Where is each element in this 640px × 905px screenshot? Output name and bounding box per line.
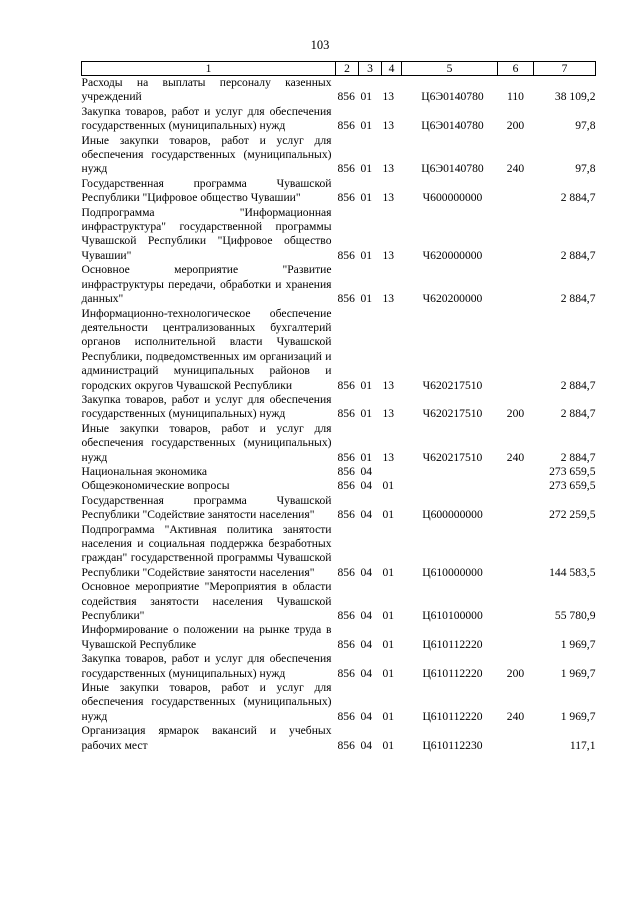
row-amount: 117,1 xyxy=(569,738,596,752)
row-section-code: 01 xyxy=(360,407,373,421)
table-row xyxy=(82,263,596,306)
row-subsection-code: 13 xyxy=(382,407,395,421)
row-subsection-code: 01 xyxy=(382,479,395,493)
row-gr-code: 856 xyxy=(337,666,355,680)
row-subsection-code: 13 xyxy=(382,450,395,464)
row-gr-code: 856 xyxy=(337,738,355,752)
row-expense-type: 200 xyxy=(506,666,525,680)
row-name: Закупка товаров, работ и услуг для обеспечения государственных (муниципальных) нужд xyxy=(81,652,332,680)
row-section-code: 04 xyxy=(360,637,373,651)
row-gr-code: 856 xyxy=(337,508,355,522)
row-target-code: Ч620217510 xyxy=(422,407,483,421)
header-cell: 7 xyxy=(534,62,596,76)
table-row xyxy=(82,76,596,105)
row-expense-type xyxy=(498,580,534,623)
page-number: 103 xyxy=(310,38,330,52)
row-amount: 97,8 xyxy=(575,162,596,176)
row-gr-code: 856 xyxy=(337,464,355,478)
row-expense-type xyxy=(498,206,534,264)
row-gr-code: 856 xyxy=(337,609,355,623)
row-section-code: 01 xyxy=(360,90,373,104)
row-amount: 273 659,5 xyxy=(549,464,596,478)
row-subsection-code: 13 xyxy=(382,119,395,133)
table-row xyxy=(82,494,596,523)
row-section-code: 04 xyxy=(360,709,373,723)
row-target-code: Ц610112220 xyxy=(422,637,483,651)
row-subsection-code: 01 xyxy=(382,666,395,680)
table-row xyxy=(82,479,596,493)
row-subsection-code: 01 xyxy=(382,565,395,579)
row-amount: 273 659,5 xyxy=(549,479,596,493)
row-amount: 2 884,7 xyxy=(560,378,596,392)
table-row xyxy=(82,177,596,206)
row-target-code: Ч620000000 xyxy=(422,248,483,262)
row-subsection-code: 01 xyxy=(382,738,395,752)
row-target-code: Ч620200000 xyxy=(422,292,483,306)
row-target-code: Ч600000000 xyxy=(422,191,483,205)
row-gr-code: 856 xyxy=(337,565,355,579)
row-expense-type: 240 xyxy=(506,709,525,723)
row-expense-type xyxy=(498,479,534,493)
row-expense-type xyxy=(498,307,534,393)
row-target-code: Ц6Э0140780 xyxy=(421,162,484,176)
row-subsection-code: 13 xyxy=(382,378,395,392)
row-gr-code: 856 xyxy=(337,162,355,176)
row-amount: 97,8 xyxy=(575,119,596,133)
row-subsection-code: 13 xyxy=(382,162,395,176)
row-section-code: 01 xyxy=(360,450,373,464)
row-name: Общеэкономические вопросы xyxy=(81,479,230,493)
row-target-code: Ч620217510 xyxy=(422,378,483,392)
row-name: Подпрограмма "Активная политика занятости населения и социальная поддержка безработных граждан" государственной программы Чувашской Республики "Содействие занятости населения" xyxy=(81,522,332,579)
row-amount: 55 780,9 xyxy=(554,609,596,623)
row-name: Основное мероприятие "Мероприятия в области содействия занятости населения Чувашской Республики" xyxy=(81,580,332,623)
row-name: Закупка товаров, работ и услуг для обеспечения государственных (муниципальных) нужд xyxy=(81,392,332,421)
row-name: Иные закупки товаров, работ и услуг для обеспечения государственных (муниципальных) нужд xyxy=(81,421,332,464)
table-row xyxy=(82,134,596,177)
row-amount: 2 884,7 xyxy=(560,292,596,306)
row-subsection-code: 13 xyxy=(382,292,395,306)
row-expense-type xyxy=(498,494,534,523)
row-name: Подпрограмма "Информационная инфраструктура" государственной программы Чувашской Республики "Цифровое общество Чувашии" xyxy=(81,205,332,262)
row-name: Национальная экономика xyxy=(81,464,208,478)
row-gr-code: 856 xyxy=(337,119,355,133)
row-section-code: 04 xyxy=(360,508,373,522)
table-row xyxy=(82,206,596,264)
table-row xyxy=(82,422,596,465)
header-cell: 4 xyxy=(382,62,402,76)
row-amount: 144 583,5 xyxy=(549,565,596,579)
row-name: Информирование о положении на рынке труда в Чувашской Республике xyxy=(81,623,332,651)
table-row xyxy=(82,393,596,422)
row-section-code: 01 xyxy=(360,378,373,392)
row-amount: 1 969,7 xyxy=(560,709,596,723)
row-name: Информационно-технологическое обеспечение деятельности централизованных бухгалтерий органов исполнительной власти Чувашской Республики, подведомственных им организаций и администраций муниципальных районов и городских округов Чувашской Республики xyxy=(81,306,332,392)
row-expense-type xyxy=(498,724,534,753)
row-name: Иные закупки товаров, работ и услуг для обеспечения государственных (муниципальных) нужд xyxy=(81,133,332,176)
row-target-code: Ц610112220 xyxy=(422,666,483,680)
row-section-code: 04 xyxy=(360,738,373,752)
row-expense-type: 240 xyxy=(506,162,525,176)
row-target-code: Ц610000000 xyxy=(422,565,483,579)
table-row xyxy=(82,681,596,724)
row-section-code: 01 xyxy=(360,162,373,176)
row-section-code: 04 xyxy=(360,666,373,680)
row-target-code: Ц6Э0140780 xyxy=(421,119,484,133)
row-expense-type: 110 xyxy=(507,90,524,104)
row-section-code: 04 xyxy=(360,464,373,478)
row-gr-code: 856 xyxy=(337,248,355,262)
header-cell: 5 xyxy=(402,62,498,76)
row-amount: 1 969,7 xyxy=(560,666,596,680)
row-amount: 2 884,7 xyxy=(560,191,596,205)
row-amount: 1 969,7 xyxy=(560,637,596,651)
table-row xyxy=(82,523,596,581)
header-cell: 3 xyxy=(359,62,382,76)
row-expense-type xyxy=(498,623,534,652)
table-row xyxy=(82,580,596,623)
table-row xyxy=(82,307,596,393)
row-target-code xyxy=(402,479,498,493)
row-name: Иные закупки товаров, работ и услуг для обеспечения государственных (муниципальных) нужд xyxy=(81,681,332,723)
row-target-code: Ц610112230 xyxy=(422,738,483,752)
row-amount: 2 884,7 xyxy=(560,248,596,262)
row-section-code: 01 xyxy=(360,292,373,306)
row-subsection-code: 13 xyxy=(382,191,395,205)
row-target-code: Ц600000000 xyxy=(422,508,483,522)
row-gr-code: 856 xyxy=(337,191,355,205)
row-gr-code: 856 xyxy=(337,450,355,464)
row-expense-type xyxy=(498,177,534,206)
header-cell: 2 xyxy=(336,62,359,76)
budget-table xyxy=(81,61,596,753)
row-subsection-code: 01 xyxy=(382,637,395,651)
row-amount: 272 259,5 xyxy=(549,508,596,522)
row-target-code: Ц610112220 xyxy=(422,709,483,723)
row-name: Расходы на выплаты персоналу казенных учреждений xyxy=(81,76,332,104)
row-name: Государственная программа Чувашской Республики "Содействие занятости населения" xyxy=(81,493,332,522)
row-name: Основное мероприятие "Развитие инфраструктуры передачи, обработки и хранения данных" xyxy=(81,263,332,306)
row-section-code: 04 xyxy=(360,565,373,579)
row-amount: 38 109,2 xyxy=(554,90,596,104)
header-cell: 6 xyxy=(498,62,534,76)
row-subsection-code xyxy=(382,465,402,479)
row-subsection-code: 01 xyxy=(382,609,395,623)
row-name: Организация ярмарок вакансий и учебных рабочих мест xyxy=(81,724,332,752)
row-section-code: 04 xyxy=(360,479,373,493)
table-row xyxy=(82,724,596,753)
row-gr-code: 856 xyxy=(337,378,355,392)
row-gr-code: 856 xyxy=(337,90,355,104)
row-subsection-code: 01 xyxy=(382,709,395,723)
row-section-code: 01 xyxy=(360,119,373,133)
row-section-code: 01 xyxy=(360,191,373,205)
row-section-code: 04 xyxy=(360,609,373,623)
row-gr-code: 856 xyxy=(337,479,355,493)
row-target-code: Ц6Э0140780 xyxy=(421,90,484,104)
row-subsection-code: 01 xyxy=(382,508,395,522)
table-row xyxy=(82,652,596,681)
row-expense-type xyxy=(498,465,534,479)
row-expense-type xyxy=(498,263,534,306)
header-row xyxy=(82,62,596,76)
row-subsection-code: 13 xyxy=(382,248,395,262)
header-cell: 1 xyxy=(82,62,336,76)
row-section-code: 01 xyxy=(360,248,373,262)
row-target-code xyxy=(402,465,498,479)
row-name: Государственная программа Чувашской Республики "Цифровое общество Чувашии" xyxy=(81,176,332,205)
row-expense-type xyxy=(498,523,534,581)
table-row xyxy=(82,623,596,652)
row-gr-code: 856 xyxy=(337,407,355,421)
row-gr-code: 856 xyxy=(337,637,355,651)
table-row xyxy=(82,105,596,134)
table-row xyxy=(82,465,596,479)
row-expense-type: 200 xyxy=(506,119,525,133)
row-amount: 2 884,7 xyxy=(560,407,596,421)
row-amount: 2 884,7 xyxy=(560,450,596,464)
table-body xyxy=(82,76,596,754)
row-target-code: Ц610100000 xyxy=(422,609,483,623)
row-name: Закупка товаров, работ и услуг для обеспечения государственных (муниципальных) нужд xyxy=(81,104,332,133)
row-expense-type: 240 xyxy=(506,450,525,464)
row-gr-code: 856 xyxy=(337,292,355,306)
row-expense-type: 200 xyxy=(506,407,525,421)
row-target-code: Ч620217510 xyxy=(422,450,483,464)
row-subsection-code: 13 xyxy=(382,90,395,104)
row-gr-code: 856 xyxy=(337,709,355,723)
